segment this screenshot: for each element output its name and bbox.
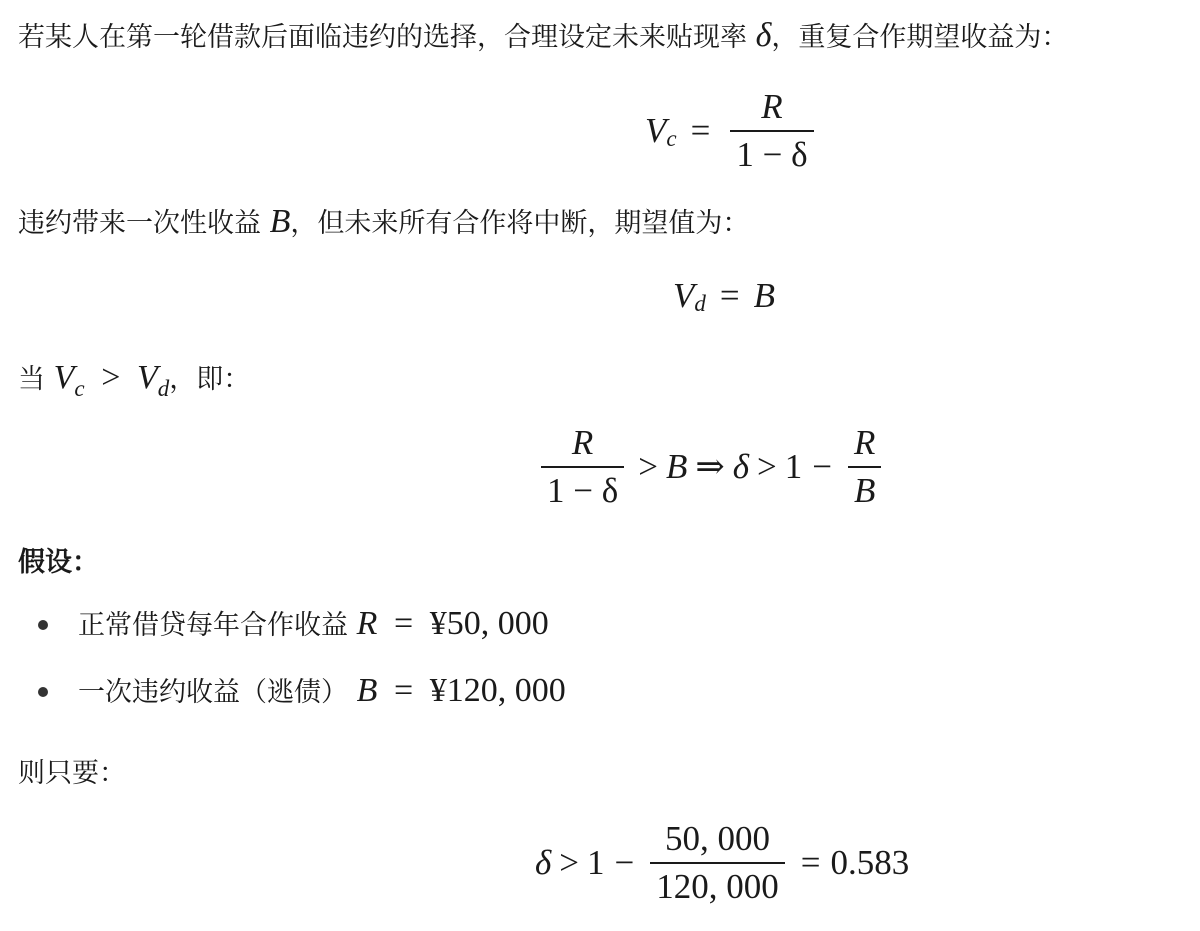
equation-inequality: [535, 424, 887, 510]
condition-gt: >: [101, 359, 121, 396]
eq2-equals: =: [719, 276, 740, 315]
eq2-rhs: B: [753, 276, 776, 315]
condition-v2: V: [136, 359, 158, 396]
eq4-one: 1: [587, 843, 605, 882]
eq3-minus: −: [812, 447, 832, 486]
eq1-denominator: 1 − δ: [730, 130, 813, 174]
intro-paragraph: [18, 16, 1068, 58]
eq3-implies: ⇒: [695, 447, 725, 486]
bullet-icon: [38, 620, 48, 630]
eq4-denominator: 120, 000: [650, 862, 785, 906]
condition-v2-sub: d: [157, 376, 170, 401]
assumptions-heading: 假设：: [18, 547, 99, 578]
intro-text-tail: ，重复合作期望收益为：: [771, 22, 1069, 53]
eq3-numerator: R: [571, 423, 594, 462]
assumption-var: R: [356, 605, 378, 642]
assumption-text: 一次违约收益（逃债）: [78, 677, 348, 708]
list-item: [0, 671, 566, 738]
intro-text: 若某人在第一轮借款后面临违约的选择，合理设定未来贴现率: [18, 22, 747, 53]
default-text-tail: ，但未来所有合作将中断，期望值为：: [290, 208, 750, 239]
eq4-equals: =: [800, 843, 821, 882]
eq3-gt1: >: [638, 447, 658, 486]
equation-default-value: [673, 276, 775, 316]
assumption-eq: =: [393, 672, 414, 709]
equation-result: [535, 820, 909, 906]
eq4-minus: −: [614, 843, 635, 882]
eq4-numerator: 50, 000: [665, 819, 771, 858]
eq1-numerator: R: [761, 87, 783, 126]
eq3-b: B: [665, 447, 688, 486]
default-var: B: [269, 203, 291, 240]
eq1-lhs-var: V: [645, 111, 667, 150]
condition-text-tail: ，即：: [169, 364, 251, 395]
condition-paragraph: [18, 358, 250, 401]
eq3-fraction-left: [541, 424, 624, 510]
eq3-numerator2: R: [853, 423, 876, 462]
eq4-fraction: [650, 820, 785, 906]
eq1-lhs-sub: c: [666, 126, 677, 151]
condition-v1: V: [53, 359, 75, 396]
eq4-gt: >: [559, 843, 580, 882]
list-item: [0, 604, 566, 671]
condition-text: 当: [18, 364, 45, 395]
conclusion-paragraph: 则只要：: [18, 758, 126, 789]
eq2-lhs-sub: d: [694, 291, 706, 316]
default-paragraph: [18, 202, 749, 244]
assumption-text: 正常借贷每年合作收益: [78, 610, 348, 641]
default-text: 违约带来一次性收益: [18, 208, 261, 239]
eq3-denominator2: B: [848, 466, 881, 510]
eq1-fraction: [730, 88, 813, 174]
eq3-delta: δ: [732, 447, 749, 486]
eq2-lhs-var: V: [673, 276, 695, 315]
eq3-one: 1: [784, 447, 803, 486]
equation-cooperation-value: [645, 88, 820, 174]
eq3-gt2: >: [756, 447, 777, 486]
eq3-denominator: 1 − δ: [541, 466, 624, 510]
assumption-eq: =: [393, 605, 414, 642]
assumption-value: ¥120, 000: [429, 672, 566, 709]
condition-v1-sub: c: [74, 376, 85, 401]
assumption-var: B: [356, 672, 378, 709]
eq4-result: 0.583: [830, 843, 910, 882]
eq3-fraction-right: [848, 424, 881, 510]
eq1-equals: =: [690, 111, 711, 150]
delta-symbol: δ: [755, 17, 772, 54]
bullet-icon: [38, 687, 48, 697]
eq4-delta: δ: [535, 843, 552, 882]
assumption-value: ¥50, 000: [429, 605, 549, 642]
assumptions-list: [0, 604, 566, 738]
